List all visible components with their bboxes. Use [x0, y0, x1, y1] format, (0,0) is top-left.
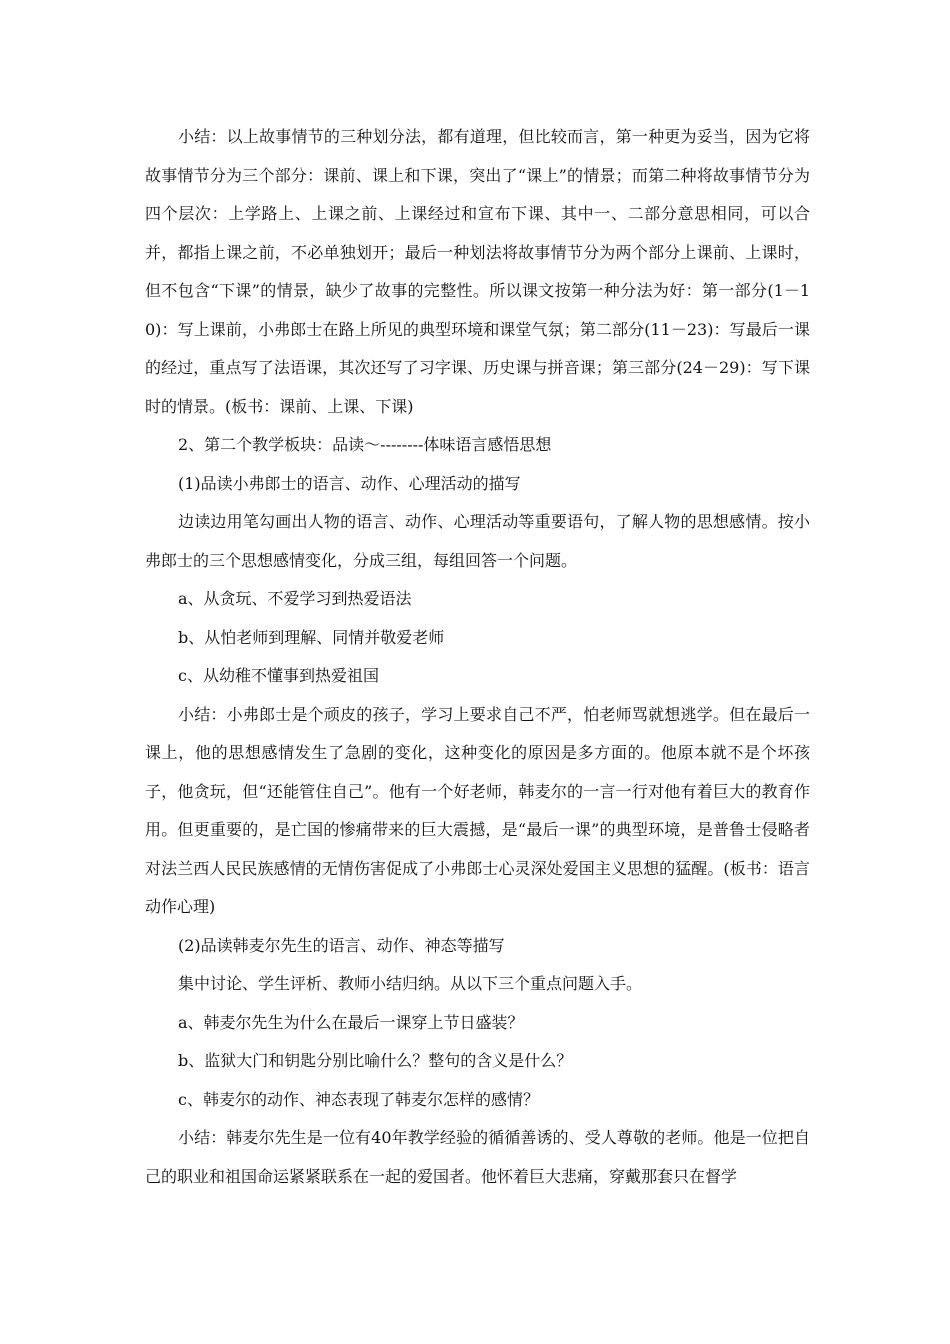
discussion-instruction: 集中讨论、学生评析、教师小结归纳。从以下三个重点问题入手。: [178, 974, 643, 993]
teaching-section-2-heading: 2、第二个教学板块：品读～--------体味语言感悟思想: [178, 435, 552, 454]
question-item-b: b、监狱大门和钥匙分别比喻什么？整句的含义是什么？: [178, 1051, 573, 1070]
summary-paragraph-franz: 小结：小弗郎士是个顽皮的孩子，学习上要求自己不严，怕老师骂就想逃学。但在最后一课上，他的思想感情发生了急剧的变化，这种变化的原因是多方面的。他原本就不是个坏孩子，他贪玩，但“还能管住自己”。他有一个好老师，韩麦尔的一言一行对他有着巨大的教育作用。但更重要的，是亡国的惨痛带来的巨大震撼，是“最后一课”的典型环境，是普鲁士侵略者对法兰西人民民族感情的无情伤害促成了小弗郎士心灵深处爱国主义思想的猛醒。(板书：语言动作心理): [145, 704, 810, 916]
reading-instruction-paragraph: 边读边用笔勾画出人物的语言、动作、心理活动等重要语句，了解人物的思想感情。按小弗郎士的三个思想感情变化，分成三组，每组回答一个问题。: [145, 512, 810, 570]
question-item-a: a、韩麦尔先生为什么在最后一课穿上节日盛装？: [178, 1012, 524, 1032]
summary-paragraph-hamel: 小结：韩麦尔先生是一位有40年教学经验的循循善诱的、受人尊敬的老师。他是一位把自己的职业和祖国命运紧紧联系在一起的爱国者。他怀着巨大悲痛，穿戴那套只在督学: [145, 1128, 810, 1186]
document-body: [145, 118, 810, 1196]
list-item-a: a、从贪玩、不爱学习到热爱语法: [178, 589, 412, 608]
question-item-c: c、韩麦尔的动作、神态表现了韩麦尔怎样的感情？: [178, 1089, 539, 1109]
list-item-b: b、从怕老师到理解、同情并敬爱老师: [178, 627, 445, 647]
subsection-1-heading: (1)品读小弗郎士的语言、动作、心理活动的描写: [178, 473, 521, 493]
list-item-c: c、从幼稚不懂事到热爱祖国: [178, 666, 379, 685]
summary-paragraph-plot-division: 小结：以上故事情节的三种划分法，都有道理，但比较而言，第一种更为妥当，因为它将故事情节分为三个部分：课前、课上和下课，突出了“课上”的情景；而第二种将故事情节分为四个层次：上学路上、上课之前、上课经过和宣布下课、其中一、二部分意思相同，可以合并，都指上课之前，不必单独划开；最后一种划法将故事情节分为两个部分上课前、上课时，但不包含“下课”的情景，缺少了故事的完整性。所以课文按第一种分法为好：第一部分(1－10)：写上课前，小弗郎士在路上所见的典型环境和课堂气氛；第二部分(11－23)：写最后一课的经过，重点写了法语课，其次还写了习字课、历史课与拼音课；第三部分(24－29)：写下课时的情景。(板书：课前、上课、下课): [145, 127, 810, 416]
subsection-2-heading: (2)品读韩麦尔先生的语言、动作、神态等描写: [178, 935, 505, 955]
